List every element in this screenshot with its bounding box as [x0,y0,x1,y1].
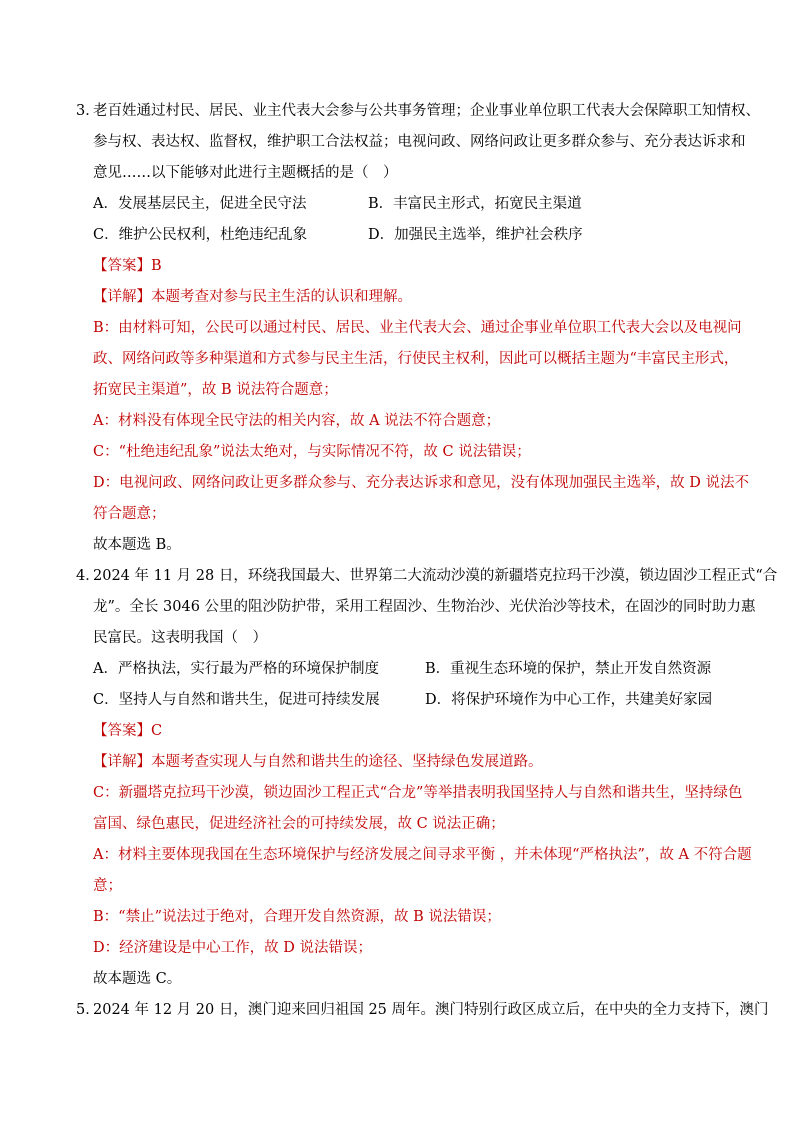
explanation-line: C：新疆塔克拉玛干沙漠，锁边固沙工程正式“合龙”等举措表明我国坚持人与自然和谐共生，坚持绿色 [93,785,743,801]
explanation-line: A：材料主要体现我国在生态环境保护与经济发展之间寻求平衡 ，并未体现“严格执法”，故 A 不符合题 [93,847,752,863]
explanation-line: 意； [93,878,122,894]
explanation-line: A：材料没有体现全民守法的相关内容，故 A 说法不符合题意； [93,413,501,429]
question-stem-line: 民富民。这表明我国（ ） [93,630,267,646]
option-d: D．将保护环境作为中心工作，共建美好家园 [425,692,713,708]
explanation-line: 符合题意； [93,506,166,522]
question-stem-line: 参与权、表达权、监督权，维护职工合法权益；电视问政、网络问政让更多群众参与、充分表达诉求和 [93,134,746,150]
explanation-line: B：由材料可知，公民可以通过村民、居民、业主代表大会、通过企事业单位职工代表大会以及电视问 [93,320,742,336]
explanation-line: C：“杜绝违纪乱象”说法太绝对，与实际情况不符，故 C 说法错误； [93,444,531,460]
detail-title: 【详解】本题考查对参与民主生活的认识和理解。 [93,289,412,305]
question-number: 3． [76,103,100,119]
question-number: 4． [76,568,100,584]
answer: 【答案】B [93,258,162,274]
option-a: A．发展基层民主，促进全民守法 [93,196,307,212]
answer: 【答案】C [93,723,163,739]
conclusion: 故本题选 B。 [93,537,181,553]
explanation-line: 富国、绿色惠民，促进经济社会的可持续发展，故 C 说法正确； [93,816,505,832]
option-b: B．重视生态环境的保护，禁止开发自然资源 [425,661,712,677]
explanation-line: D：电视问政、网络问政让更多群众参与、充分表达诉求和意见，没有体现加强民主选举，故 D 说法不 [93,475,749,491]
question-stem-line: 2024 年 11 月 28 日，环绕我国最大、世界第二大流动沙漠的新疆塔克拉玛干沙漠，锁边固沙工程正式“合 [93,568,778,584]
detail-title: 【详解】本题考查实现人与自然和谐共生的途径、坚持绿色发展道路。 [93,754,543,770]
question-stem-line: 龙”。全长 3046 公里的阻沙防护带，采用工程固沙、生物治沙、光伏治沙等技术，在固沙的同时助力惠 [93,599,756,615]
question-stem-line: 意见……以下能够对此进行主题概括的是（ ） [93,165,398,181]
conclusion: 故本题选 C。 [93,971,182,987]
option-d: D．加强民主选举，维护社会秩序 [368,227,583,243]
option-a: A．严格执法，实行最为严格的环境保护制度 [93,661,379,677]
option-c: C．坚持人与自然和谐共生，促进可持续发展 [93,692,380,708]
question-number: 5． [76,1002,100,1018]
explanation-line: B：“禁止”说法过于绝对，合理开发自然资源，故 B 说法错误； [93,909,501,925]
option-c: C．维护公民权利，杜绝违纪乱象 [93,227,308,243]
option-b: B．丰富民主形式，拓宽民主渠道 [368,196,582,212]
question-stem-line: 2024 年 12 月 20 日，澳门迎来回归祖国 25 周年。澳门特别行政区成立后，在中央的全力支持下，澳门 [93,1002,769,1018]
explanation-line: 政、网络问政等多种渠道和方式参与民主生活，行使民主权利，因此可以概括主题为“丰富民主形式， [93,351,739,367]
question-stem-line: 老百姓通过村民、居民、业主代表大会参与公共事务管理；企业事业单位职工代表大会保障职工知情权、 [93,103,760,119]
explanation-line: 拓宽民主渠道”，故 B 说法符合题意； [93,382,338,398]
explanation-line: D：经济建设是中心工作，故 D 说法错误； [93,940,372,956]
